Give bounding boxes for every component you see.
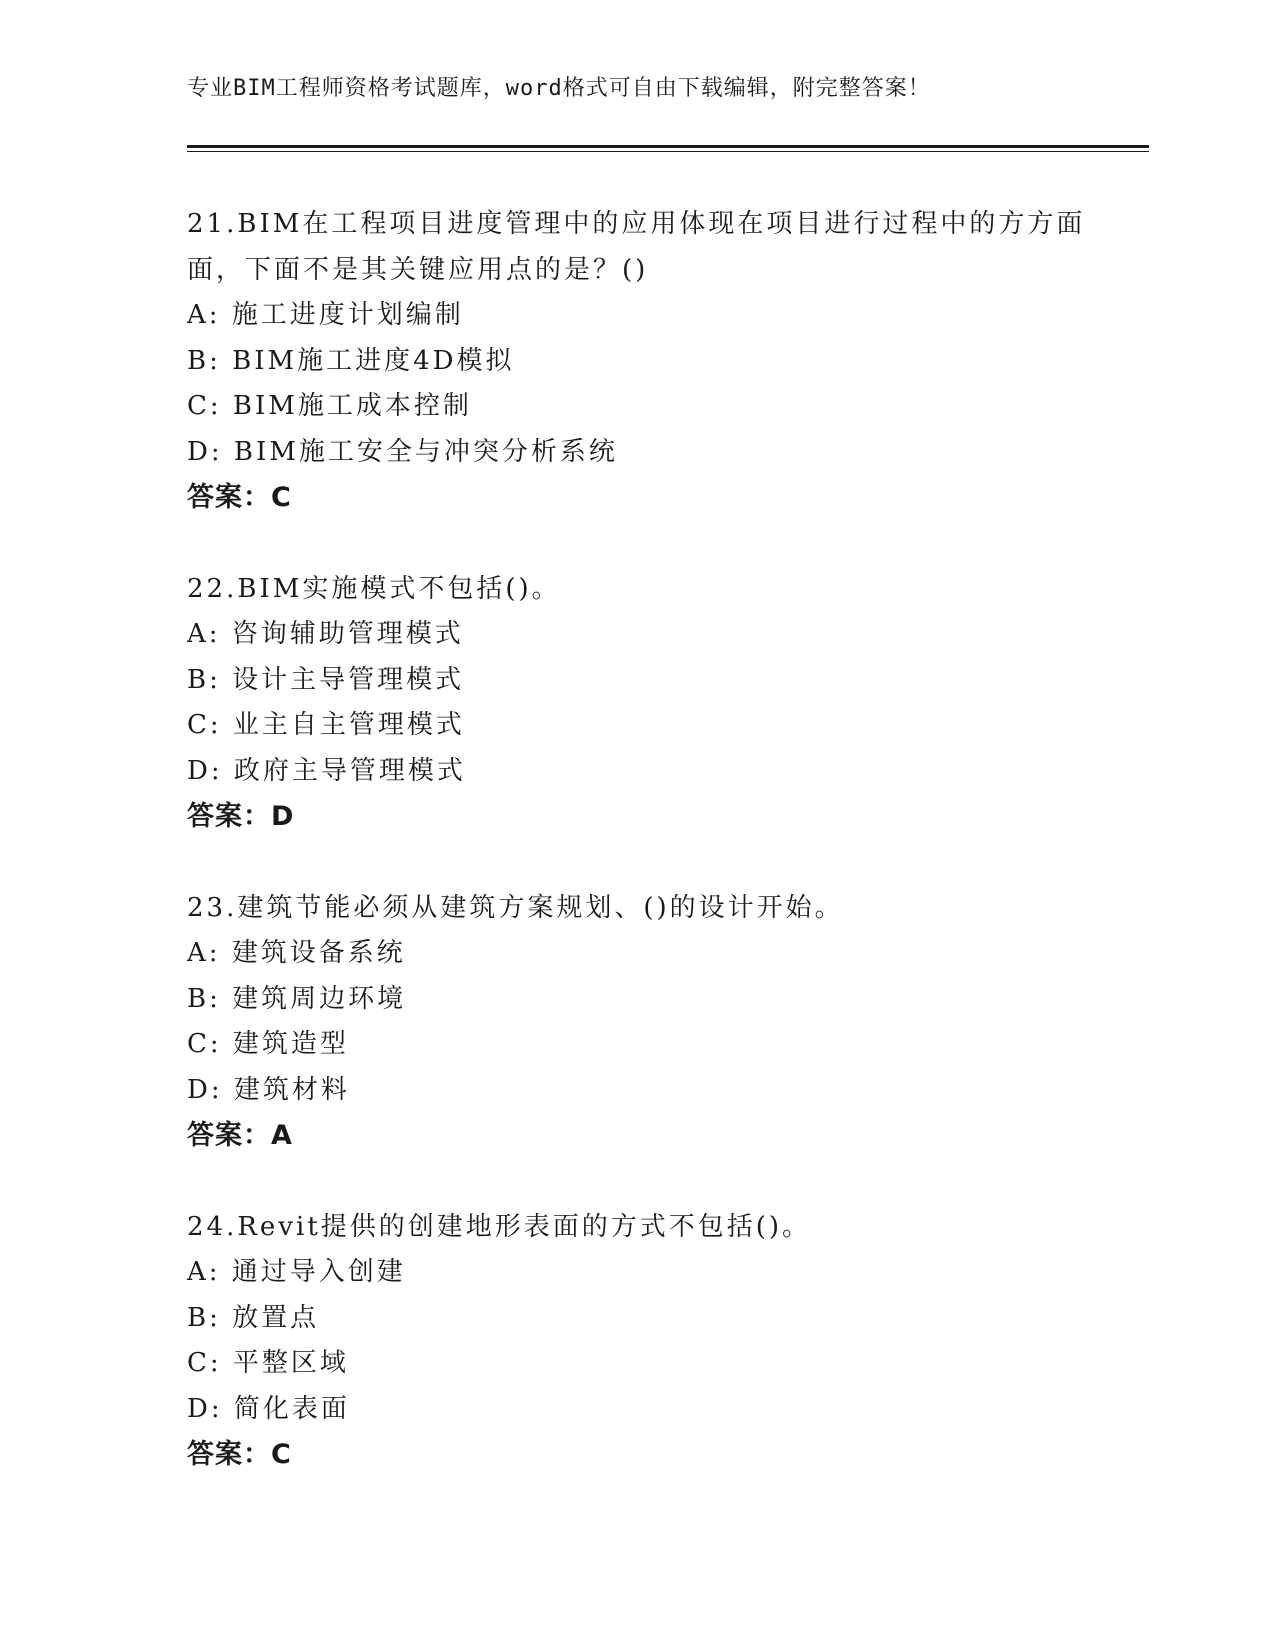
answer-line: 答案：C bbox=[187, 1439, 292, 1470]
option-d: D: 建筑材料 bbox=[187, 1074, 350, 1105]
answer-line: 答案：C bbox=[187, 482, 292, 513]
option-c: C: 业主自主管理模式 bbox=[187, 710, 465, 740]
option-d: D: 政府主导管理模式 bbox=[187, 755, 466, 786]
option-c: C: 平整区域 bbox=[187, 1348, 349, 1378]
option-d: D: 简化表面 bbox=[187, 1393, 350, 1424]
header-divider-thin bbox=[187, 151, 1149, 152]
question-21 bbox=[187, 202, 1087, 521]
option-c: C: 建筑造型 bbox=[187, 1029, 349, 1059]
question-stem: 21.BIM在工程项目进度管理中的应用体现在项目进行过程中的方方面面，下面不是其关键应用点的是？() bbox=[187, 209, 1086, 285]
option-a: A: 施工进度计划编制 bbox=[187, 300, 464, 330]
question-23 bbox=[187, 886, 1087, 1159]
question-list bbox=[187, 202, 1087, 1524]
question-stem: 23.建筑节能必须从建筑方案规划、()的设计开始。 bbox=[187, 892, 844, 923]
question-22 bbox=[187, 567, 1087, 840]
question-stem: 24.Revit提供的创建地形表面的方式不包括()。 bbox=[187, 1211, 812, 1242]
option-b: B: BIM施工进度4D模拟 bbox=[187, 345, 515, 376]
option-b: B: 建筑周边环境 bbox=[187, 983, 407, 1014]
option-d: D: BIM施工安全与冲突分析系统 bbox=[187, 436, 618, 467]
option-a: A: 咨询辅助管理模式 bbox=[187, 619, 464, 649]
answer-line: 答案：A bbox=[187, 1120, 293, 1151]
question-24 bbox=[187, 1205, 1087, 1478]
page-header: 专业BIM工程师资格考试题库，word格式可自由下载编辑，附完整答案！ bbox=[187, 76, 931, 101]
answer-line: 答案：D bbox=[187, 801, 295, 832]
option-b: B: 放置点 bbox=[187, 1302, 320, 1333]
option-a: A: 建筑设备系统 bbox=[187, 938, 406, 968]
option-c: C: BIM施工成本控制 bbox=[187, 391, 472, 421]
header-divider-thick bbox=[187, 145, 1149, 148]
option-a: A: 通过导入创建 bbox=[187, 1257, 406, 1287]
question-stem: 22.BIM实施模式不包括()。 bbox=[187, 573, 561, 604]
option-b: B: 设计主导管理模式 bbox=[187, 664, 465, 695]
